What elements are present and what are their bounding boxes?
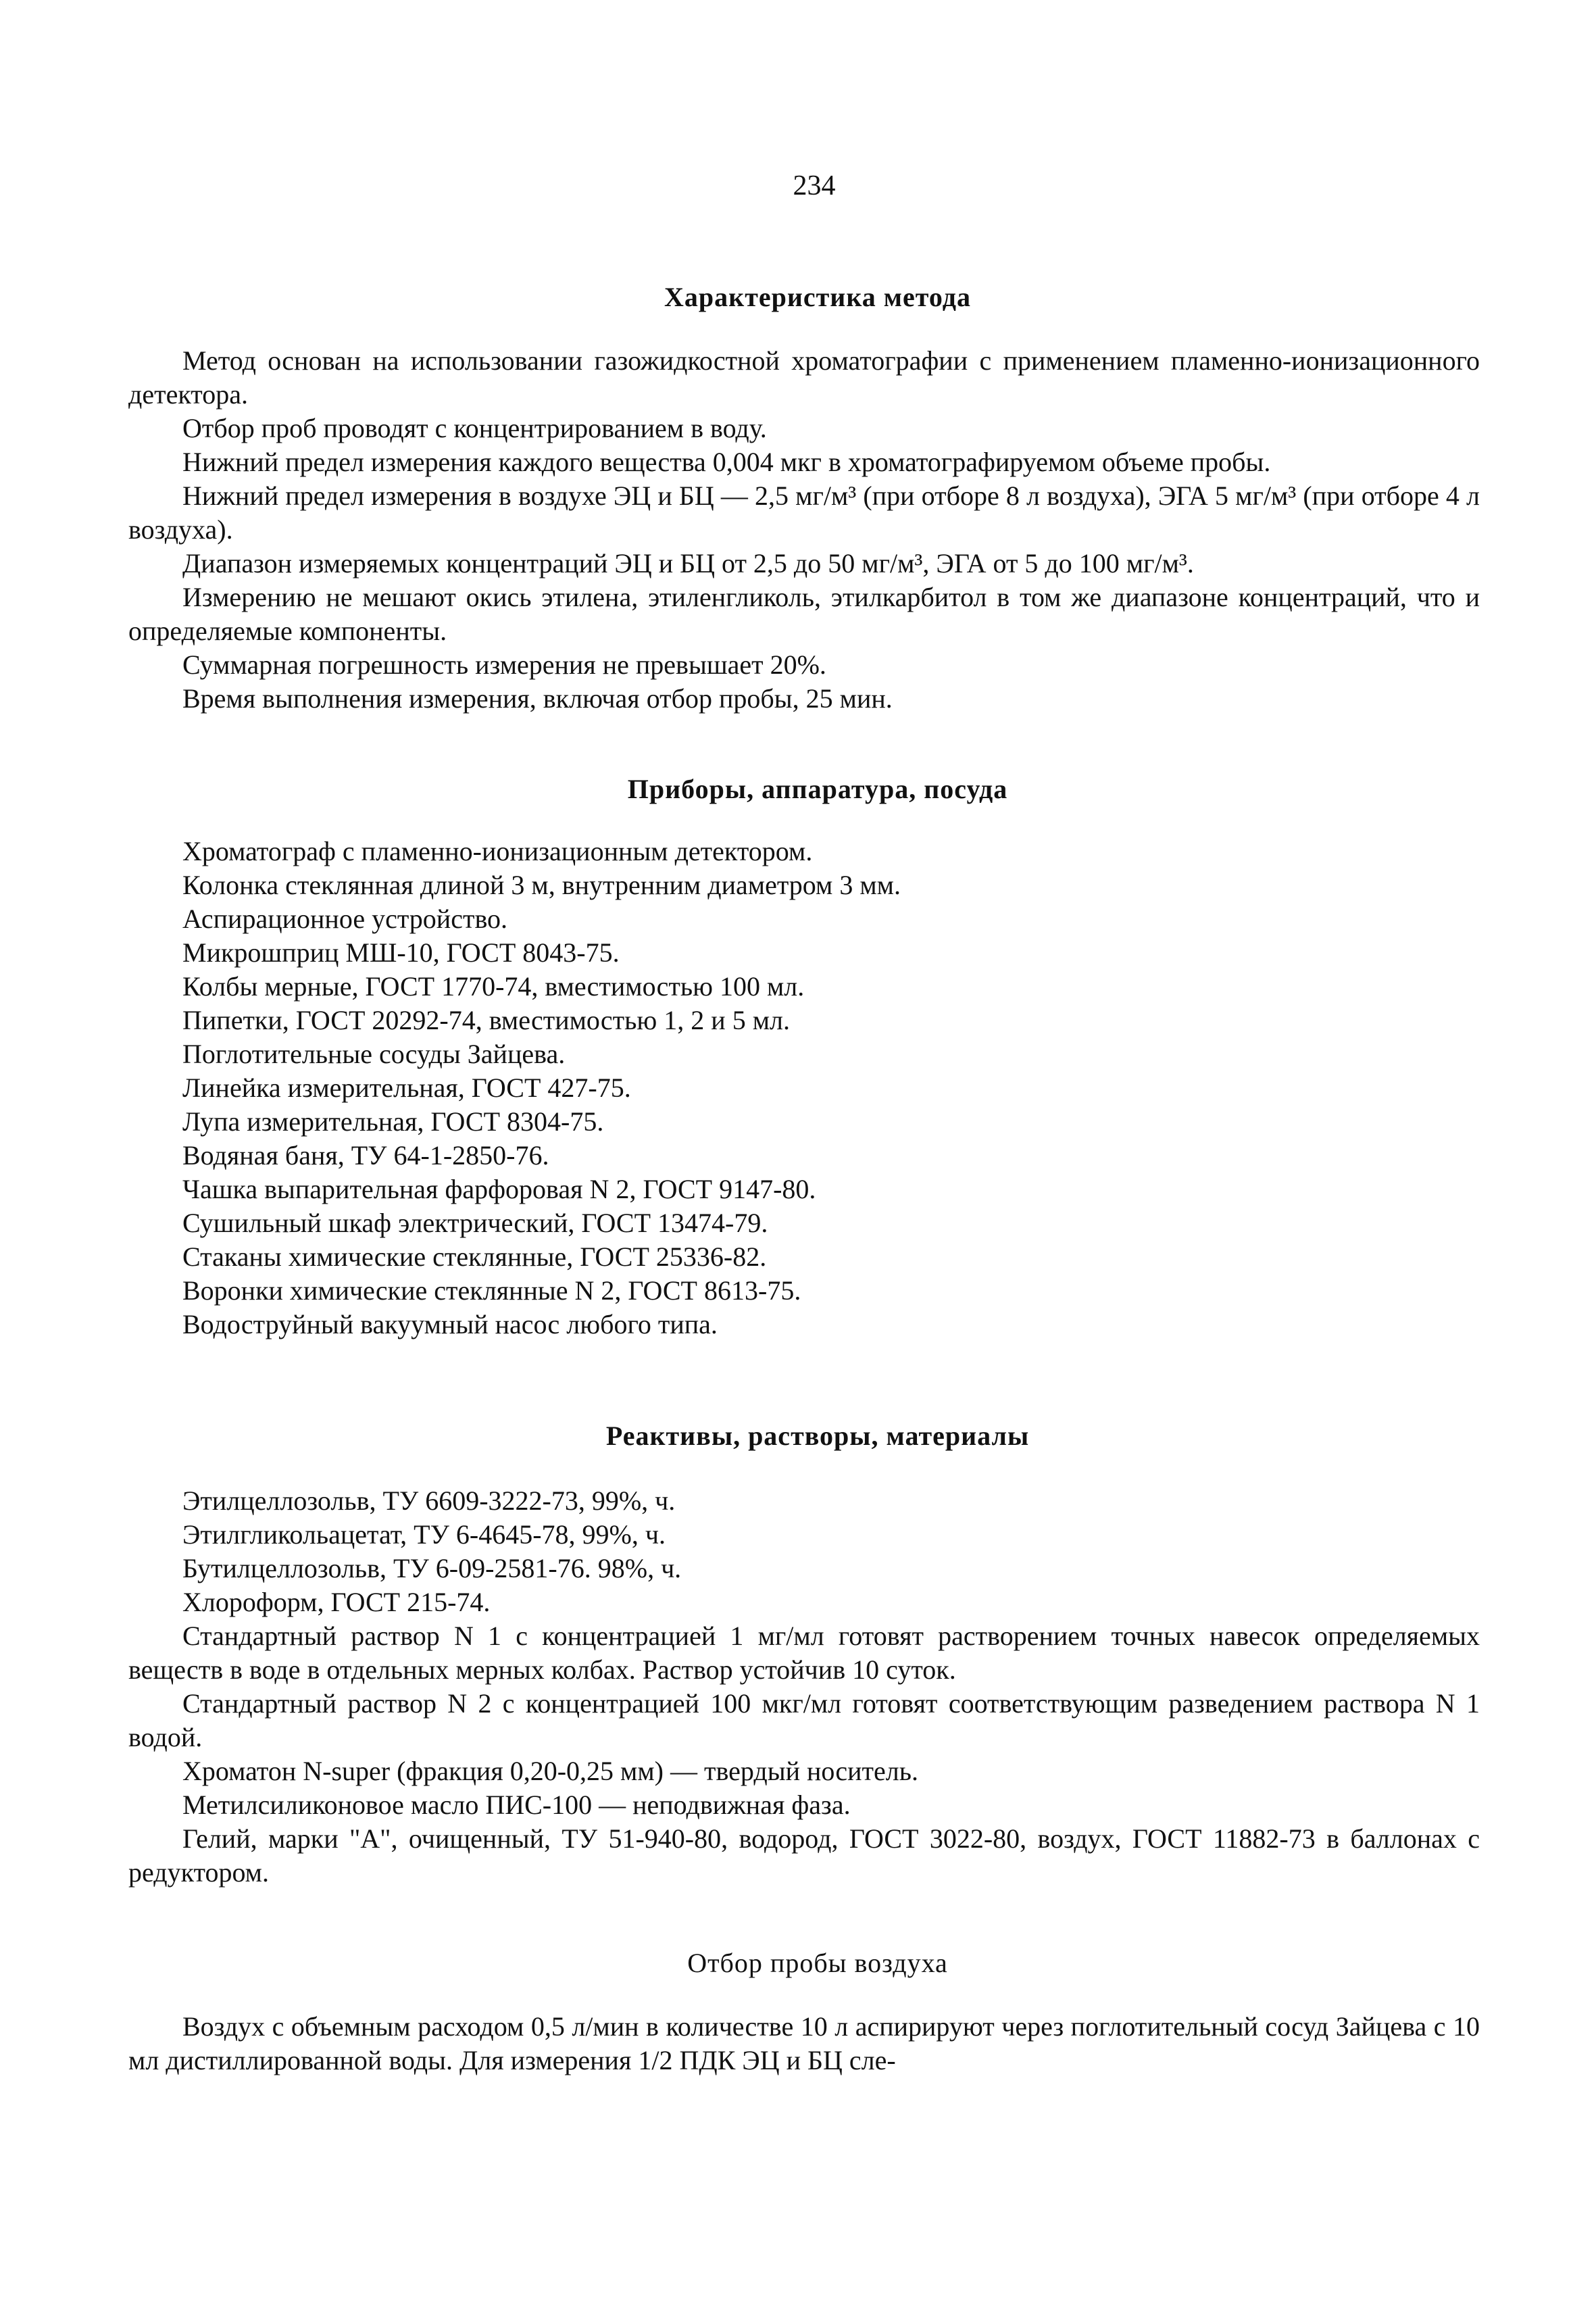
section-title-method: Характеристика метода (664, 282, 971, 312)
list-item: Микрошприц МШ-10, ГОСТ 8043-75. (182, 937, 620, 968)
list-item: Хроматограф с пламенно-ионизационным детектором. (182, 836, 813, 866)
paragraph: Гелий, марки "А", очищенный, ТУ 51-940-80, водород, ГОСТ 3022-80, воздух, ГОСТ 11882-73 в баллонах с редуктором. (128, 1823, 1480, 1888)
list-item: Лупа измерительная, ГОСТ 8304-75. (182, 1106, 604, 1137)
paragraph: Стандартный раствор N 1 с концентрацией 1 мг/мл готовят растворением точных навесок определяемых веществ в воде в отдельных мерных колбах. Раствор устойчив 10 суток. (128, 1621, 1480, 1685)
list-item: Водоструйный вакуумный насос любого типа. (182, 1309, 718, 1339)
list-item: Пипетки, ГОСТ 20292-74, вместимостью 1, 2 и 5 мл. (182, 1005, 790, 1035)
list-item: Этилцеллозольв, ТУ 6609-3222-73, 99%, ч. (182, 1485, 676, 1516)
list-item: Водяная баня, ТУ 64-1-2850-76. (182, 1140, 549, 1171)
list-item: Колбы мерные, ГОСТ 1770-74, вместимостью 100 мл. (182, 971, 805, 1002)
paragraph: Суммарная погрешность измерения не превышает 20%. (182, 649, 826, 680)
section-sampling-body (128, 2010, 1480, 2077)
paragraph: Время выполнения измерения, включая отбор пробы, 25 мин. (182, 683, 893, 714)
list-item: Бутилцеллозольв, ТУ 6-09-2581-76. 98%, ч. (182, 1553, 682, 1583)
section-title-sampling: Отбор пробы воздуха (687, 1948, 948, 1978)
paragraph: Отбор проб проводят с концентрированием в воду. (182, 413, 767, 443)
list-item: Этилгликольацетат, ТУ 6-4645-78, 99%, ч. (182, 1519, 666, 1550)
paragraph: Метилсиликоновое масло ПИС-100 — неподвижная фаза. (182, 1790, 851, 1820)
paragraph: Воздух с объемным расходом 0,5 л/мин в количестве 10 л аспирируют через поглотительный сосуд Зайцева с 10 мл дистиллированной воды. Для измерения 1/2 ПДК ЭЦ и БЦ сле- (128, 2011, 1480, 2075)
section-title-equipment: Приборы, аппаратура, посуда (627, 774, 1008, 804)
section-method-body (128, 344, 1480, 716)
list-item: Воронки химические стеклянные N 2, ГОСТ 8613-75. (182, 1275, 801, 1306)
section-title-reagents: Реактивы, растворы, материалы (605, 1421, 1030, 1451)
paragraph: Хроматон N-super (фракция 0,20-0,25 мм) — твердый носитель. (182, 1756, 918, 1786)
document-page (128, 169, 1480, 2077)
reagents-list (128, 1484, 1480, 1619)
paragraph: Стандартный раствор N 2 с концентрацией 100 мкг/мл готовят соответствующим разведением раствора N 1 водой. (128, 1688, 1480, 1752)
paragraph: Измерению не мешают окись этилена, этиленгликоль, этилкарбитол в том же диапазоне концентраций, что и определяемые компоненты. (128, 582, 1480, 646)
paragraph: Нижний предел измерения в воздухе ЭЦ и БЦ — 2,5 мг/м³ (при отборе 8 л воздуха), ЭГА 5 мг/м³ (при отборе 4 л воздуха). (128, 481, 1480, 545)
list-item: Чашка выпарительная фарфоровая N 2, ГОСТ 9147-80. (182, 1174, 816, 1204)
section-reagents-body (128, 1619, 1480, 1890)
list-item: Линейка измерительная, ГОСТ 427-75. (182, 1073, 631, 1103)
list-item: Колонка стеклянная длиной 3 м, внутренним диаметром 3 мм. (182, 870, 901, 900)
list-item: Сушильный шкаф электрический, ГОСТ 13474-79. (182, 1208, 768, 1238)
list-item: Стаканы химические стеклянные, ГОСТ 25336-82. (182, 1241, 767, 1272)
list-item: Поглотительные сосуды Зайцева. (182, 1039, 566, 1069)
paragraph: Диапазон измеряемых концентраций ЭЦ и БЦ от 2,5 до 50 мг/м³, ЭГА от 5 до 100 мг/м³. (182, 548, 1194, 578)
equipment-list (128, 835, 1480, 1341)
list-item: Аспирационное устройство. (182, 904, 508, 934)
page-number: 234 (793, 170, 836, 201)
paragraph: Нижний предел измерения каждого вещества 0,004 мкг в хроматографируемом объеме пробы. (182, 447, 1271, 477)
list-item: Хлороформ, ГОСТ 215-74. (182, 1587, 491, 1617)
paragraph: Метод основан на использовании газожидкостной хроматографии с применением пламенно-ионизационного детектора. (128, 345, 1480, 410)
